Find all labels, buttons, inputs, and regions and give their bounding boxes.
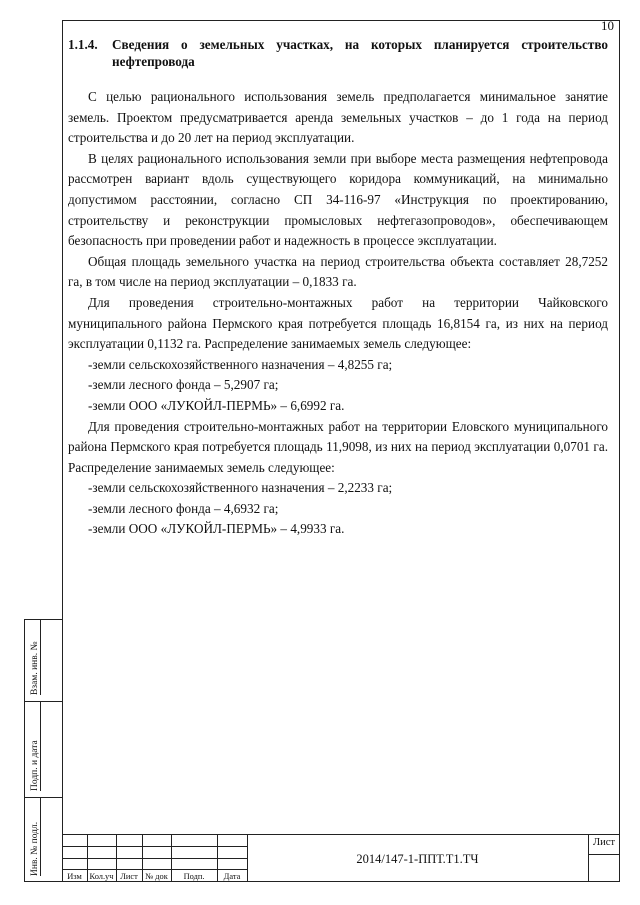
col-podp: Подп. xyxy=(183,872,205,881)
list-item: -земли лесного фонда – 4,6932 га; xyxy=(88,500,279,516)
side-cell-podp-data xyxy=(25,702,63,798)
paragraph: Для проведения строительно-монтажных работ на территории Чайковского муниципального района Пермского края потребуется площадь 16,8154 га, из них на период эксплуатации 0,1132 га. Распределение занимаемых земель следующее: xyxy=(68,294,608,352)
col-list: Лист xyxy=(120,872,138,881)
side-label-inv-vzam: Взам. инв. № xyxy=(30,641,40,695)
page-number: 10 xyxy=(601,18,614,33)
side-cell-inv-podl xyxy=(25,798,63,882)
list-item: -земли сельскохозяйственного назначения – 4,8255 га; xyxy=(88,356,393,372)
title-block xyxy=(62,834,620,882)
col-kol-uch: Кол.уч xyxy=(89,872,114,881)
document-code: 2014/147-1-ППТ.Т1.ТЧ xyxy=(356,852,479,866)
side-cell-inv-vzam xyxy=(25,620,63,702)
paragraph: С целью рационального использования земель предполагается минимальное занятие земель. Проектом предусматривается аренда земельных участков – до 1 года на период строительства и до 20 лет на период эксплуатации. xyxy=(68,89,608,146)
list-item: -земли ООО «ЛУКОЙЛ-ПЕРМЬ» – 4,9933 га. xyxy=(88,521,345,537)
section-title: Сведения о земельных участках, на которых планируется строительство нефтепровода xyxy=(112,37,608,69)
paragraph: В целях рационального использования земли при выборе места размещения нефтепровода рассмотрен вариант вдоль существующего коридора коммуникаций, на минимально допустимом расстоянии, согласно СП 34-116-97 «Инструкция по проектированию, строительству и реконструкции промысловых нефтегазопроводов», обеспечивающем безопасность при проведении работ и надежность в процессе эксплуатации. xyxy=(68,150,608,249)
list-item: -земли лесного фонда – 5,2907 га; xyxy=(88,377,279,393)
list-item: -земли ООО «ЛУКОЙЛ-ПЕРМЬ» – 6,6992 га. xyxy=(88,397,345,413)
side-label-podp-data: Подп. и дата xyxy=(30,740,40,791)
document-body xyxy=(68,36,608,540)
list-item: -земли сельскохозяйственного назначения – 2,2233 га; xyxy=(88,480,393,496)
section-number: 1.1.4. xyxy=(68,37,98,52)
paragraph: Для проведения строительно-монтажных работ на территории Еловского муниципального района Пермского края потребуется площадь 11,9098, из них на период эксплуатации 0,0701 га. Распределение занимаемых земель следующее: xyxy=(68,418,608,475)
side-stamp xyxy=(24,619,62,882)
col-izm: Изм xyxy=(67,872,82,881)
col-data: Дата xyxy=(223,872,241,881)
side-label-inv-podl: Инв. № подл. xyxy=(30,821,40,876)
paragraph: Общая площадь земельного участка на период строительства объекта составляет 28,7252 га, в том числе на период эксплуатации – 0,1833 га. xyxy=(68,253,608,290)
sheet-label: Лист xyxy=(593,837,615,848)
col-n-dok: № док xyxy=(145,872,168,881)
section-heading xyxy=(68,36,608,70)
